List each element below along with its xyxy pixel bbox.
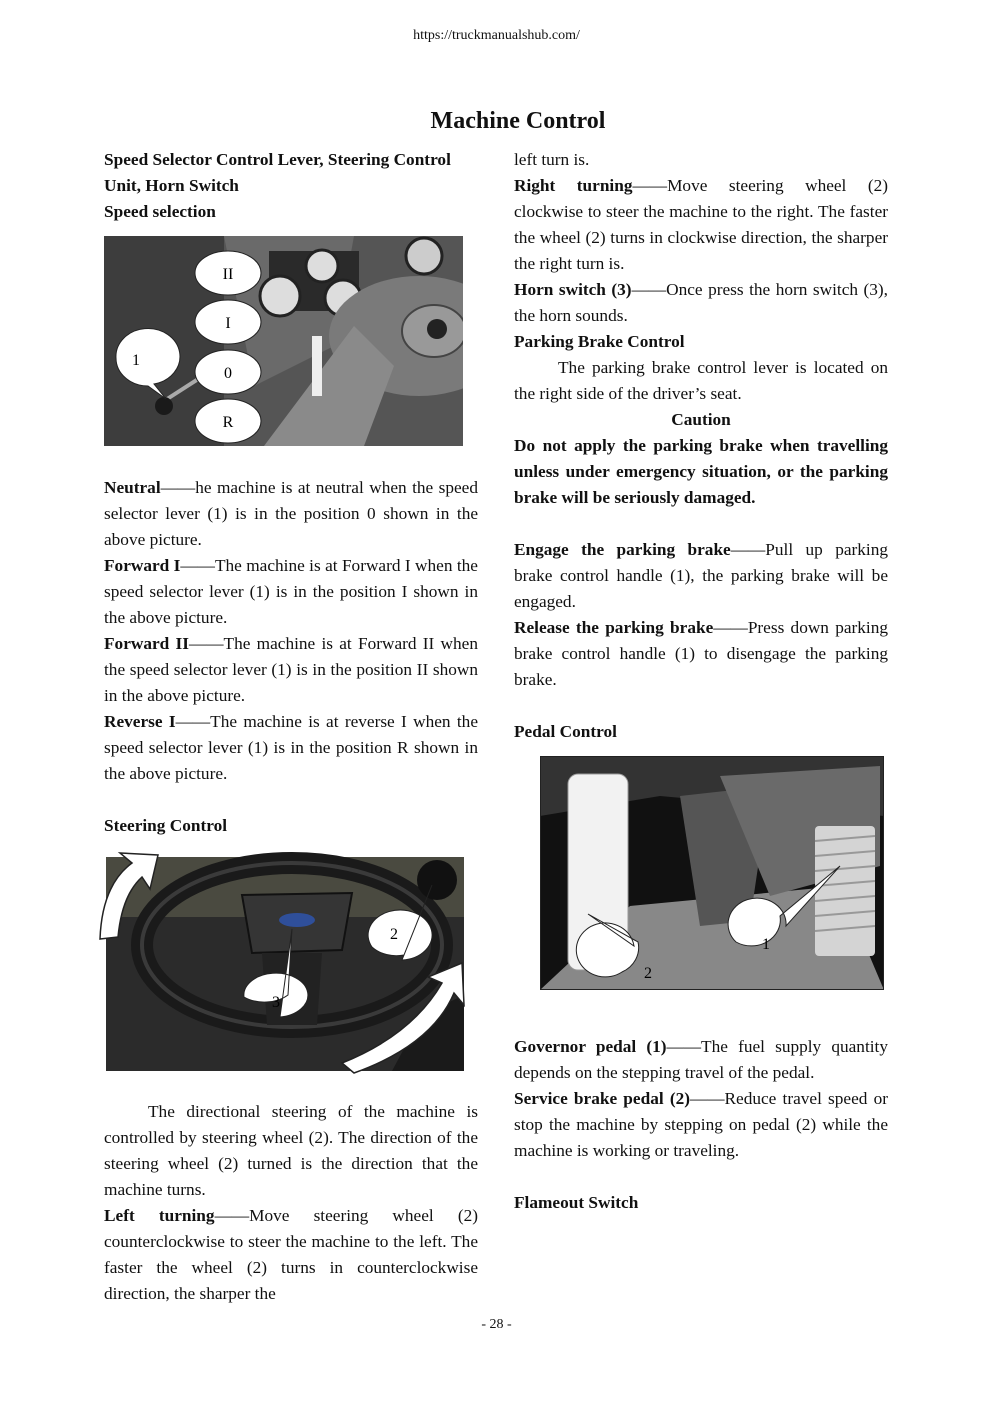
pedal-photo	[540, 756, 884, 990]
header-url: https://truckmanualshub.com/	[413, 28, 580, 43]
left-column	[104, 147, 478, 1307]
page-number: - 28 -	[481, 1317, 512, 1332]
position-label-0: 0	[224, 365, 232, 382]
governor-pedal-paragraph: Governor pedal (1)——The fuel supply quantity depends on the stepping travel of the pedal.	[514, 1037, 888, 1082]
steering-wheel-photo	[92, 845, 466, 1075]
heading-parking-brake: Parking Brake Control	[514, 332, 685, 351]
position-label-ii: II	[222, 266, 234, 283]
right-turning-paragraph: Right turning——Move steering wheel (2) clockwise to steer the machine to the right. The faster the wheel (2) turns in clockwise direction, the sharper the right turn is.	[514, 176, 888, 273]
service-pedal-callout-2: 2	[644, 965, 652, 982]
position-label-i: I	[225, 315, 231, 332]
reverse-paragraph: Reverse I——The machine is at reverse I when the speed selector lever (1) is in the position R shown in the above picture.	[104, 712, 478, 783]
heading-pedal-control: Pedal Control	[514, 722, 617, 741]
speed-selector-photo	[104, 236, 463, 446]
continued-text: left turn is.	[514, 150, 590, 169]
engage-brake-paragraph: Engage the parking brake——Pull up parking brake control handle (1), the parking brake will be engaged.	[514, 540, 888, 611]
heading-speed-selector: Speed Selector Control Lever, Steering Control Unit, Horn Switch	[104, 150, 451, 195]
page-title: Machine Control	[430, 108, 606, 134]
parking-brake-paragraph: The parking brake control lever is located on the right side of the driver’s seat.	[514, 358, 888, 403]
caution-heading: Caution	[671, 410, 731, 429]
right-column	[514, 147, 888, 1216]
neutral-paragraph: Neutral——he machine is at neutral when the speed selector lever (1) is in the position 0 shown in the above picture.	[104, 478, 478, 549]
service-brake-paragraph: Service brake pedal (2)——Reduce travel speed or stop the machine by stepping on pedal (2) while the machine is working or traveling.	[514, 1089, 888, 1160]
steering-wheel-callout-2: 2	[390, 926, 398, 943]
caution-warning: Do not apply the parking brake when travelling unless under emergency situation, or the parking brake will be seriously damaged.	[514, 436, 888, 507]
horn-switch-callout-3: 3	[272, 994, 280, 1011]
forward-i-paragraph: Forward I——The machine is at Forward I when the speed selector lever (1) is in the position I shown in the above picture.	[104, 556, 478, 627]
release-brake-paragraph: Release the parking brake——Press down parking brake control handle (1) to disengage the parking brake.	[514, 618, 888, 689]
forward-ii-paragraph: Forward II——The machine is at Forward II when the speed selector lever (1) is in the position II shown in the above picture.	[104, 634, 478, 705]
position-label-r: R	[222, 414, 234, 431]
heading-steering-control: Steering Control	[104, 816, 228, 835]
left-turning-paragraph: Left turning——Move steering wheel (2) counterclockwise to steer the machine to the left. The faster the wheel (2) turns in counterclockwise direction, the sharper the	[104, 1206, 478, 1303]
heading-speed-selection: Speed selection	[104, 202, 216, 221]
lever-callout-1: 1	[132, 352, 140, 369]
steering-intro-paragraph: The directional steering of the machine is controlled by steering wheel (2). The direction of the steering wheel (2) turned is the direction that the machine turns.	[104, 1102, 478, 1199]
governor-pedal-callout-1: 1	[762, 936, 770, 953]
horn-switch-paragraph: Horn switch (3)——Once press the horn switch (3), the horn sounds.	[514, 280, 888, 325]
heading-flameout-switch: Flameout Switch	[514, 1193, 639, 1212]
